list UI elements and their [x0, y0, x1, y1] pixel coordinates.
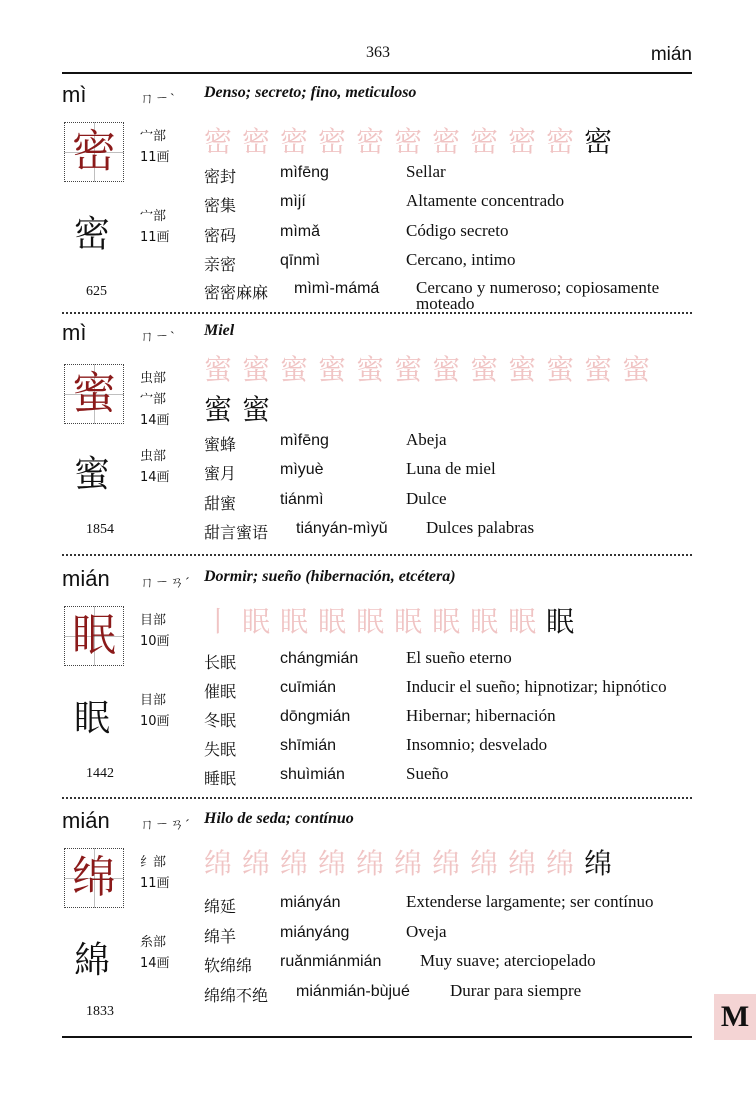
stroke-order: 密密密密密密密密密密密 [204, 125, 623, 158]
traditional-character: 眠 [74, 698, 111, 739]
entry-mi-dense [62, 82, 702, 312]
word-row: 长眠 chángmián El sueño eterno [204, 648, 512, 672]
entry-pinyin: mián [62, 808, 110, 833]
word-row: 失眠 shīmián Insomnio; desvelado [204, 735, 548, 759]
stroke-order: 蜜蜜蜜蜜蜜蜜蜜蜜蜜蜜蜜蜜 [204, 353, 661, 386]
entry-divider [62, 312, 692, 314]
traditional-character: 蜜 [74, 454, 111, 495]
frequency-number: 1854 [86, 522, 114, 537]
word-row: 睡眠 shuìmián Sueño [204, 764, 449, 788]
word-row: 甜蜜 tiánmì Dulce [204, 489, 447, 513]
word-row: 蜜月 mìyuè Luna de miel [204, 459, 496, 483]
entry-mian-sleep [62, 566, 702, 792]
word-row: 催眠 cuīmián Inducir el sueño; hipnotizar; hipnótico [204, 677, 667, 701]
stroke-order: 丨眠眠眠眠眠眠眠眠眠 [204, 605, 585, 638]
word-row: 密封 mìfēng Sellar [204, 162, 446, 186]
frequency-number: 625 [86, 284, 107, 299]
thumb-index-tab: M [714, 994, 756, 1040]
radical-info: 宀部 11画 [140, 129, 170, 165]
entry-zhuyin: ㄇㄧˋ [140, 330, 176, 345]
traditional-character: 綿 [74, 940, 111, 981]
radical-info: 目部 10画 [140, 613, 170, 649]
entry-zhuyin: ㄇㄧㄢˊ [140, 576, 191, 591]
word-row: 密码 mìmǎ Código secreto [204, 221, 509, 245]
main-character: 眠 [64, 606, 124, 666]
bottom-rule [62, 1036, 692, 1038]
word-row: 亲密 qīnmì Cercano, intimo [204, 250, 516, 274]
radical-info: 纟部 11画 [140, 855, 170, 891]
entry-meaning: Hilo de seda; contínuo [204, 810, 354, 827]
entry-mi-honey [62, 320, 702, 546]
entry-pinyin: mián [62, 566, 110, 591]
main-character: 蜜 [64, 364, 124, 424]
radical-info-traditional: 目部 10画 [140, 693, 170, 729]
entry-zhuyin: ㄇㄧㄢˊ [140, 818, 191, 833]
frequency-number: 1442 [86, 766, 114, 781]
word-row: 甜言蜜语 tiányán-mìyǔ Dulces palabras [204, 518, 535, 542]
top-rule [62, 72, 692, 74]
radical-info: 虫部 宀部 14画 [140, 371, 170, 428]
frequency-number: 1833 [86, 1004, 114, 1019]
word-row: 密密麻麻 mìmì-mámá Cercano y numeroso; copiosamente moteado [204, 278, 660, 313]
entry-pinyin: mì [62, 320, 87, 345]
entry-meaning: Dormir; sueño (hibernación, etcétera) [204, 568, 456, 585]
entry-mian-silk [62, 808, 702, 1028]
word-row: 绵羊 miányáng Oveja [204, 922, 447, 946]
word-row: 密集 mìjí Altamente concentrado [204, 191, 565, 215]
entry-divider [62, 554, 692, 556]
entry-divider [62, 797, 692, 799]
stroke-order: 绵绵绵绵绵绵绵绵绵绵绵 [204, 847, 623, 880]
word-row: 绵绵不绝 miánmián-bùjué Durar para siempre [204, 981, 582, 1005]
entry-meaning: Miel [204, 322, 235, 339]
entry-zhuyin: ㄇㄧˋ [140, 92, 176, 107]
stroke-order-row2: 蜜蜜 [204, 393, 281, 426]
word-row: 绵延 miányán Extenderse largamente; ser contínuo [204, 892, 654, 916]
radical-info-traditional: 宀部 11画 [140, 209, 170, 245]
word-row: 软绵绵 ruǎnmiánmián Muy suave; aterciopelado [204, 951, 596, 975]
traditional-character: 密 [74, 214, 111, 255]
word-row: 蜜蜂 mìfēng Abeja [204, 430, 447, 454]
entry-pinyin: mì [62, 82, 87, 107]
radical-info-traditional: 糸部 14画 [140, 935, 170, 971]
page-number: 363 [366, 44, 390, 61]
main-character: 绵 [64, 848, 124, 908]
entry-meaning: Denso; secreto; fino, meticuloso [204, 84, 417, 101]
word-row: 冬眠 dōngmián Hibernar; hibernación [204, 706, 556, 730]
radical-info-traditional: 虫部 14画 [140, 449, 170, 485]
header-pinyin: mián [650, 44, 692, 65]
main-character: 密 [64, 122, 124, 182]
